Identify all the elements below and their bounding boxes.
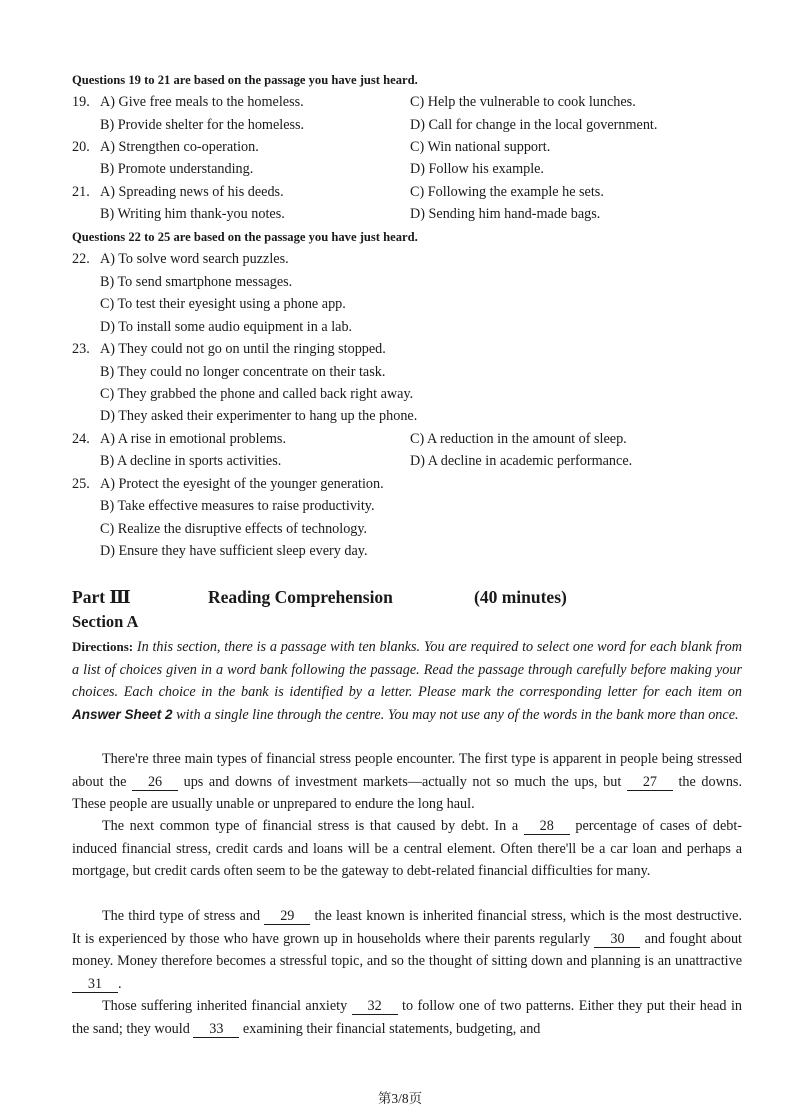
- q23-option-b: B) They could no longer concentrate on their task.: [100, 364, 386, 380]
- q20-number: 20.: [72, 139, 90, 155]
- section-heading-22-25: Questions 22 to 25 are based on the passage you have just heard.: [72, 230, 418, 244]
- passage-paragraph-1: There're three main types of financial stress people encounter. The first type is apparent in people being stressed about the 26 ups and downs of investment markets—actually not so much the ups, but 27 the downs. These people are usually unable or unprepared to endure the long haul.: [72, 751, 742, 812]
- q24-option-d: D) A decline in academic performance.: [410, 453, 633, 469]
- directions: [72, 636, 742, 726]
- q22-option-b: B) To send smartphone messages.: [100, 274, 293, 290]
- q24-number: 24.: [72, 431, 90, 447]
- q21-option-d: D) Sending him hand-made bags.: [410, 206, 601, 222]
- q24-option-c: C) A reduction in the amount of sleep.: [410, 431, 627, 447]
- q25-option-d: D) Ensure they have sufficient sleep every day.: [100, 543, 368, 559]
- q21-option-c: C) Following the example he sets.: [410, 184, 604, 200]
- q19-option-c: C) Help the vulnerable to cook lunches.: [410, 94, 636, 110]
- q20-option-c: C) Win national support.: [410, 139, 551, 155]
- part-title: Reading Comprehension: [208, 587, 393, 607]
- part-label: Part Ⅲ: [72, 587, 131, 607]
- section-heading-19-21: Questions 19 to 21 are based on the passage you have just heard.: [72, 73, 418, 87]
- q21-option-a: 21. A) Spreading news of his deeds.: [72, 184, 284, 200]
- section-title: Section A: [72, 612, 139, 631]
- q21-option-b: B) Writing him thank-you notes.: [100, 206, 285, 222]
- q20-option-d: D) Follow his example.: [410, 161, 544, 177]
- part-time: (40 minutes): [474, 587, 567, 607]
- q19-option-a: 19. A) Give free meals to the homeless.: [72, 94, 304, 110]
- page-number: 第3/8页: [377, 1091, 423, 1106]
- directions-label: Directions:: [72, 639, 134, 654]
- directions-text-1: In this section, there is a passage with ten blanks. You are required to select one word for each blank from a list of choices given in a word bank following the passage. Read the passage through carefully before making your choices. Each choice in the bank is identified by a letter. Please mark the corresponding letter for each item on: [72, 639, 742, 700]
- q22-option-d: D) To install some audio equipment in a lab.: [100, 319, 353, 335]
- blank-30: 30: [594, 931, 640, 948]
- q20-option-a: 20. A) Strengthen co-operation.: [72, 139, 259, 155]
- blank-28: 28: [524, 818, 570, 835]
- passage-paragraph-2: The next common type of financial stress is that caused by debt. In a 28 percentage of cases of debt-induced financial stress, credit cards and loans will be a central element. Often there'll be a car loan and perhaps a mortgage, but credit cards often seem to be the gateway to debt-related financial difficulties for many.: [72, 818, 742, 879]
- q21-number: 21.: [72, 184, 90, 200]
- q23-option-a: 23. A) They could not go on until the ringing stopped.: [72, 341, 386, 357]
- q25-number: 25.: [72, 476, 90, 492]
- q19-option-b: B) Provide shelter for the homeless.: [100, 117, 305, 133]
- q25-option-a: 25. A) Protect the eyesight of the younger generation.: [72, 476, 384, 492]
- answer-sheet-label: Answer Sheet 2: [72, 706, 173, 722]
- blank-26: 26: [132, 774, 178, 791]
- q24-option-a: 24. A) A rise in emotional problems.: [72, 431, 286, 447]
- blank-31: 31: [72, 976, 118, 993]
- blank-29: 29: [264, 908, 310, 925]
- q19-number: 19.: [72, 94, 90, 110]
- q22-option-a: 22. A) To solve word search puzzles.: [72, 251, 289, 267]
- directions-text-2: with a single line through the centre. You may not use any of the words in the bank more than once.: [172, 706, 739, 723]
- q22-number: 22.: [72, 251, 90, 267]
- blank-32: 32: [352, 998, 398, 1015]
- q25-option-c: C) Realize the disruptive effects of technology.: [100, 521, 368, 537]
- q19-option-d: D) Call for change in the local government.: [410, 117, 658, 133]
- q23-number: 23.: [72, 341, 90, 357]
- blank-27: 27: [627, 774, 673, 791]
- q23-option-c: C) They grabbed the phone and called back right away.: [100, 386, 414, 402]
- blank-33: 33: [193, 1021, 239, 1038]
- passage-paragraph-4: Those suffering inherited financial anxiety 32 to follow one of two patterns. Either they put their head in the sand; they would 33 examining their financial statements, budgeting, and: [72, 998, 742, 1037]
- passage-paragraph-3: The third type of stress and 29 the least known is inherited financial stress, which is the most destructive. It is experienced by those who have grown up in households where their parents regularly 30 and fought about money. Money therefore becomes a stressful topic, and so the thought of sitting down and planning is an unattractive 31 .: [72, 908, 742, 992]
- q20-option-b: B) Promote understanding.: [100, 161, 254, 177]
- q25-option-b: B) Take effective measures to raise productivity.: [100, 498, 375, 514]
- q22-option-c: C) To test their eyesight using a phone app.: [100, 296, 346, 312]
- q24-option-b: B) A decline in sports activities.: [100, 453, 282, 469]
- q23-option-d: D) They asked their experimenter to hang up the phone.: [100, 408, 418, 424]
